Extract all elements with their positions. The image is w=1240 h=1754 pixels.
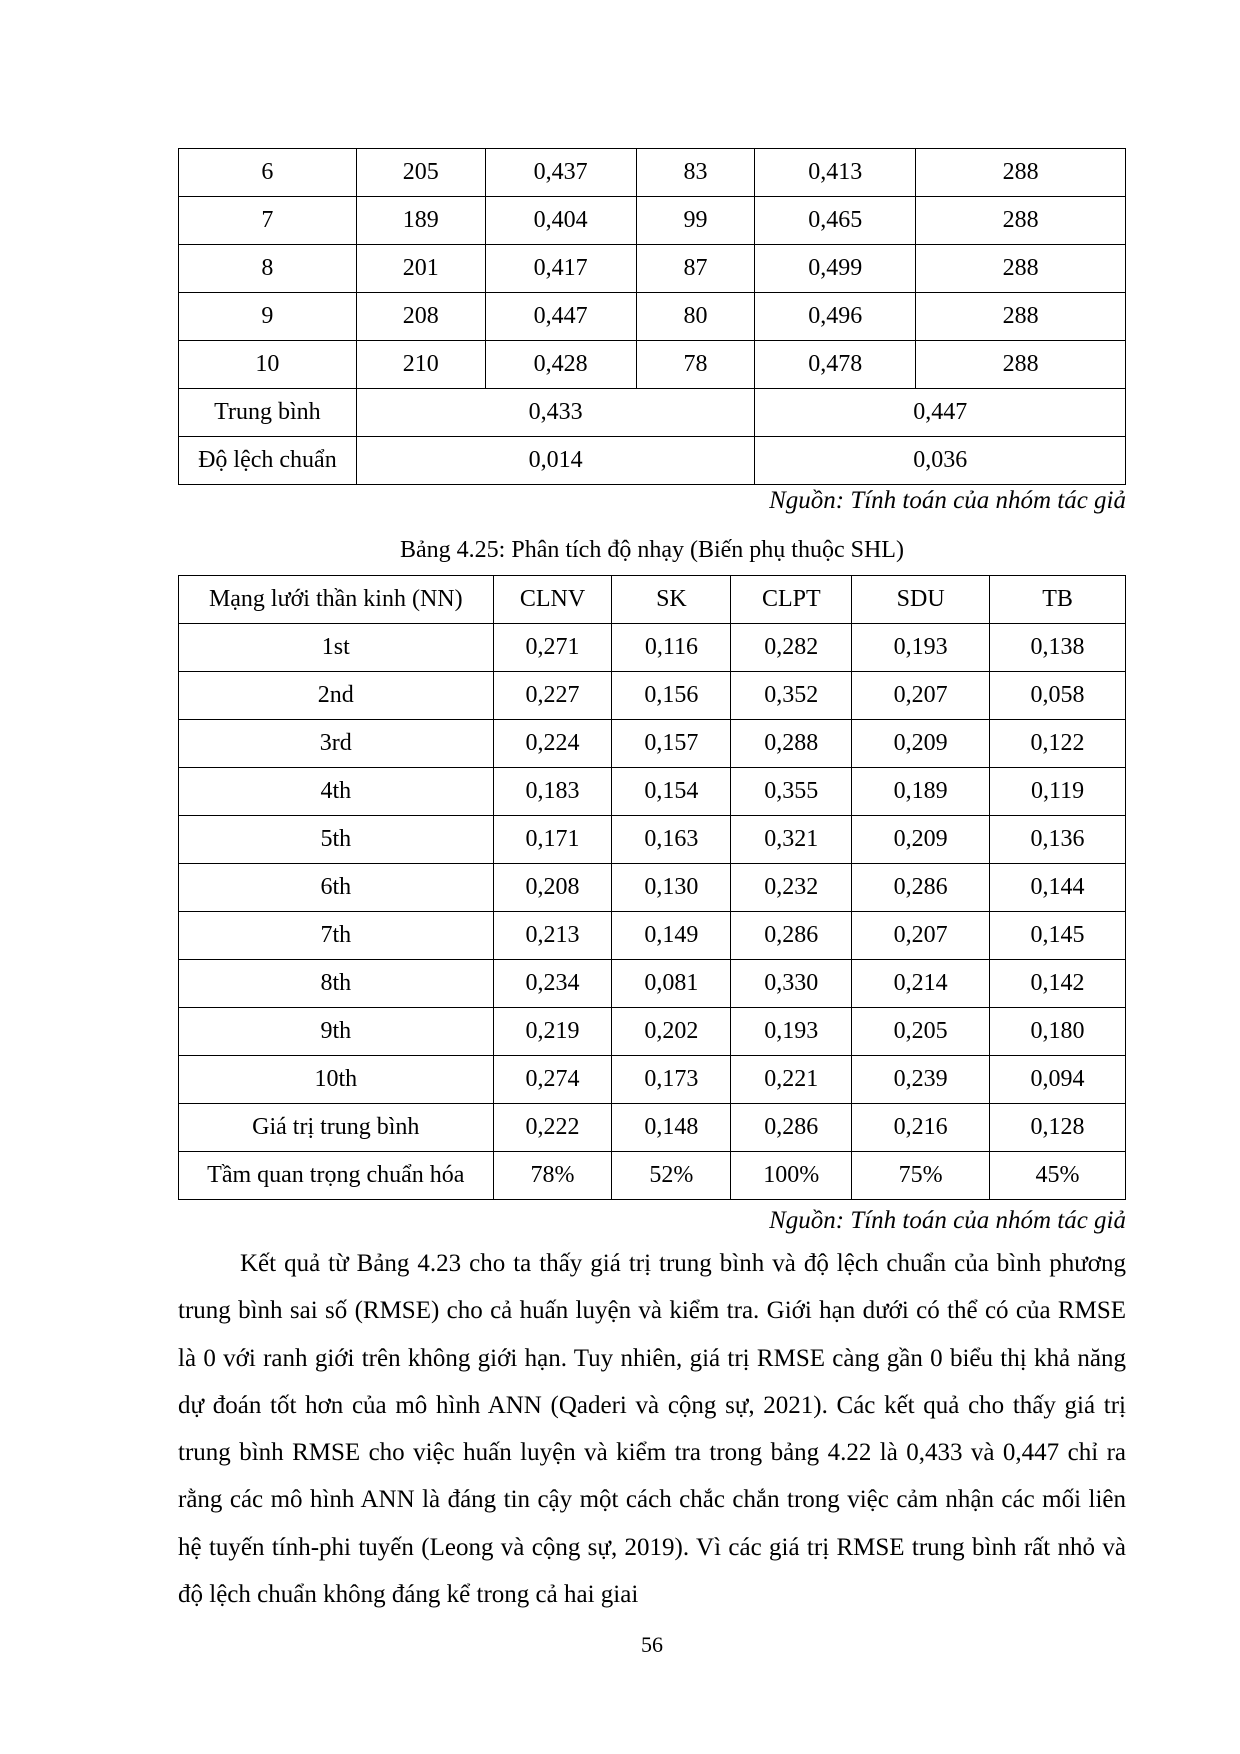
table-cell: 0,138 xyxy=(990,624,1126,672)
table-cell: 288 xyxy=(916,341,1126,389)
table-row xyxy=(179,197,1126,245)
table-cell: 52% xyxy=(612,1152,731,1200)
table-cell: 78 xyxy=(636,341,755,389)
table-cell: 0,413 xyxy=(755,149,916,197)
table-cell: 0,171 xyxy=(493,816,612,864)
table-row xyxy=(179,1056,1126,1104)
table-cell: 0,219 xyxy=(493,1008,612,1056)
table-cell: 0,157 xyxy=(612,720,731,768)
table-cell: 288 xyxy=(916,293,1126,341)
table-cell: 8th xyxy=(179,960,494,1008)
table-cell: 0,227 xyxy=(493,672,612,720)
table-cell: 205 xyxy=(356,149,485,197)
table-cell: 78% xyxy=(493,1152,612,1200)
table-cell: 0,239 xyxy=(852,1056,990,1104)
column-header: CLNV xyxy=(493,576,612,624)
sensitivity-table-header xyxy=(179,576,1126,624)
table-cell: 0,355 xyxy=(731,768,852,816)
column-header: SDU xyxy=(852,576,990,624)
table-cell: 0,193 xyxy=(852,624,990,672)
mean-test-value: 0,447 xyxy=(755,389,1126,437)
table-row xyxy=(179,341,1126,389)
table-cell: 288 xyxy=(916,149,1126,197)
table-cell: 100% xyxy=(731,1152,852,1200)
table-cell: 0,216 xyxy=(852,1104,990,1152)
table-cell: 45% xyxy=(990,1152,1126,1200)
column-header: CLPT xyxy=(731,576,852,624)
table-row xyxy=(179,1104,1126,1152)
table-cell: 0,222 xyxy=(493,1104,612,1152)
table-cell: 0,234 xyxy=(493,960,612,1008)
table-cell: 4th xyxy=(179,768,494,816)
table-cell: 0,404 xyxy=(485,197,636,245)
table-cell: 0,274 xyxy=(493,1056,612,1104)
table-cell: Giá trị trung bình xyxy=(179,1104,494,1152)
table-cell: 0,282 xyxy=(731,624,852,672)
table-cell: 6 xyxy=(179,149,357,197)
table-cell: 0,286 xyxy=(852,864,990,912)
table-cell: 0,447 xyxy=(485,293,636,341)
table-cell: 0,180 xyxy=(990,1008,1126,1056)
std-train-value: 0,014 xyxy=(356,437,755,485)
table-cell: 87 xyxy=(636,245,755,293)
table-cell: 208 xyxy=(356,293,485,341)
table-row xyxy=(179,1008,1126,1056)
table-cell: 0,437 xyxy=(485,149,636,197)
table-cell: 0,499 xyxy=(755,245,916,293)
page-number: 56 xyxy=(641,1632,663,1657)
table-row xyxy=(179,624,1126,672)
rmse-table-body xyxy=(179,149,1126,389)
table-row xyxy=(179,149,1126,197)
std-test-value: 0,036 xyxy=(755,437,1126,485)
table-cell: 0,183 xyxy=(493,768,612,816)
table-cell: 0,496 xyxy=(755,293,916,341)
table-cell: 0,163 xyxy=(612,816,731,864)
table-cell: 0,214 xyxy=(852,960,990,1008)
table-cell: 0,209 xyxy=(852,816,990,864)
table-cell: 288 xyxy=(916,197,1126,245)
table-cell: 0,094 xyxy=(990,1056,1126,1104)
body-paragraph: Kết quả từ Bảng 4.23 cho ta thấy giá trị trung bình và độ lệch chuẩn của bình phương trung bình sai số (RMSE) cho cả huấn luyện và kiểm tra. Giới hạn dưới có thể có của RMSE là 0 với ranh giới trên không giới hạn. Tuy nhiên, giá trị RMSE càng gần 0 biểu thị khả năng dự đoán tốt hơn của mô hình ANN (Qaderi và cộng sự, 2021). Các kết quả cho thấy giá trị trung bình RMSE cho việc huấn luyện và kiểm tra trong bảng 4.22 là 0,433 và 0,447 chỉ ra rằng các mô hình ANN là đáng tin cậy một cách chắc chắn trong việc cảm nhận các mối liên hệ tuyến tính-phi tuyến (Leong và cộng sự, 2019). Vì các giá trị RMSE trung bình rất nhỏ và độ lệch chuẩn không đáng kể trong cả hai giai xyxy=(178,1250,1126,1609)
table-row xyxy=(179,293,1126,341)
table-cell: 10 xyxy=(179,341,357,389)
table-cell: 10th xyxy=(179,1056,494,1104)
table-cell: 0,149 xyxy=(612,912,731,960)
table-cell: 0,428 xyxy=(485,341,636,389)
sensitivity-table-body xyxy=(179,624,1126,1200)
table-cell: 0,208 xyxy=(493,864,612,912)
table-cell: 0,352 xyxy=(731,672,852,720)
table-cell: 0,417 xyxy=(485,245,636,293)
table-cell: 0,288 xyxy=(731,720,852,768)
table-source-note: Nguồn: Tính toán của nhóm tác giả xyxy=(769,487,1126,514)
table-cell: 0,145 xyxy=(990,912,1126,960)
table-cell: 189 xyxy=(356,197,485,245)
table-cell: 7th xyxy=(179,912,494,960)
mean-row xyxy=(179,389,1126,437)
table-cell: 0,465 xyxy=(755,197,916,245)
table-cell: 0,058 xyxy=(990,672,1126,720)
sensitivity-source-note: Nguồn: Tính toán của nhóm tác giả xyxy=(769,1207,1126,1234)
table-cell: 1st xyxy=(179,624,494,672)
table-cell: 0,119 xyxy=(990,768,1126,816)
table-cell: 8 xyxy=(179,245,357,293)
table-cell: 210 xyxy=(356,341,485,389)
table-cell: 0,202 xyxy=(612,1008,731,1056)
table-cell: 0,189 xyxy=(852,768,990,816)
table-cell: 0,286 xyxy=(731,1104,852,1152)
table-cell: 0,173 xyxy=(612,1056,731,1104)
table-cell: 9 xyxy=(179,293,357,341)
table-row xyxy=(179,672,1126,720)
table-cell: 2nd xyxy=(179,672,494,720)
table-cell: Tầm quan trọng chuẩn hóa xyxy=(179,1152,494,1200)
sensitivity-table xyxy=(178,575,1126,1200)
table-cell: 0,478 xyxy=(755,341,916,389)
table-cell: 0,209 xyxy=(852,720,990,768)
table-cell: 0,148 xyxy=(612,1104,731,1152)
table-cell: 75% xyxy=(852,1152,990,1200)
table-cell: 0,224 xyxy=(493,720,612,768)
table-cell: 0,081 xyxy=(612,960,731,1008)
table-cell: 0,142 xyxy=(990,960,1126,1008)
std-label: Độ lệch chuẩn xyxy=(179,437,357,485)
table-cell: 80 xyxy=(636,293,755,341)
table-caption: Bảng 4.25: Phân tích độ nhạy (Biến phụ thuộc SHL) xyxy=(400,537,904,563)
table-cell: 3rd xyxy=(179,720,494,768)
table-cell: 0,232 xyxy=(731,864,852,912)
table-cell: 9th xyxy=(179,1008,494,1056)
table-row xyxy=(179,245,1126,293)
table-cell: 0,144 xyxy=(990,864,1126,912)
column-header: TB xyxy=(990,576,1126,624)
table-cell: 83 xyxy=(636,149,755,197)
table-cell: 0,213 xyxy=(493,912,612,960)
table-row xyxy=(179,816,1126,864)
table-cell: 0,154 xyxy=(612,768,731,816)
table-row xyxy=(179,960,1126,1008)
table-cell: 0,130 xyxy=(612,864,731,912)
rmse-table-continued xyxy=(178,148,1126,485)
table-row xyxy=(179,864,1126,912)
table-row xyxy=(179,912,1126,960)
table-cell: 201 xyxy=(356,245,485,293)
table-cell: 0,271 xyxy=(493,624,612,672)
table-cell: 5th xyxy=(179,816,494,864)
std-row xyxy=(179,437,1126,485)
table-cell: 0,122 xyxy=(990,720,1126,768)
table-cell: 0,207 xyxy=(852,912,990,960)
mean-train-value: 0,433 xyxy=(356,389,755,437)
mean-label: Trung bình xyxy=(179,389,357,437)
table-cell: 0,321 xyxy=(731,816,852,864)
table-cell: 0,193 xyxy=(731,1008,852,1056)
table-cell: 0,207 xyxy=(852,672,990,720)
table-cell: 0,156 xyxy=(612,672,731,720)
table-row xyxy=(179,768,1126,816)
column-header: SK xyxy=(612,576,731,624)
table-cell: 7 xyxy=(179,197,357,245)
table-cell: 0,286 xyxy=(731,912,852,960)
table-cell: 288 xyxy=(916,245,1126,293)
table-cell: 99 xyxy=(636,197,755,245)
table-row xyxy=(179,720,1126,768)
table-cell: 0,136 xyxy=(990,816,1126,864)
table-cell: 0,116 xyxy=(612,624,731,672)
table-cell: 0,221 xyxy=(731,1056,852,1104)
table-cell: 0,205 xyxy=(852,1008,990,1056)
table-row xyxy=(179,1152,1126,1200)
table-cell: 6th xyxy=(179,864,494,912)
column-header: Mạng lưới thần kinh (NN) xyxy=(179,576,494,624)
table-cell: 0,128 xyxy=(990,1104,1126,1152)
table-cell: 0,330 xyxy=(731,960,852,1008)
